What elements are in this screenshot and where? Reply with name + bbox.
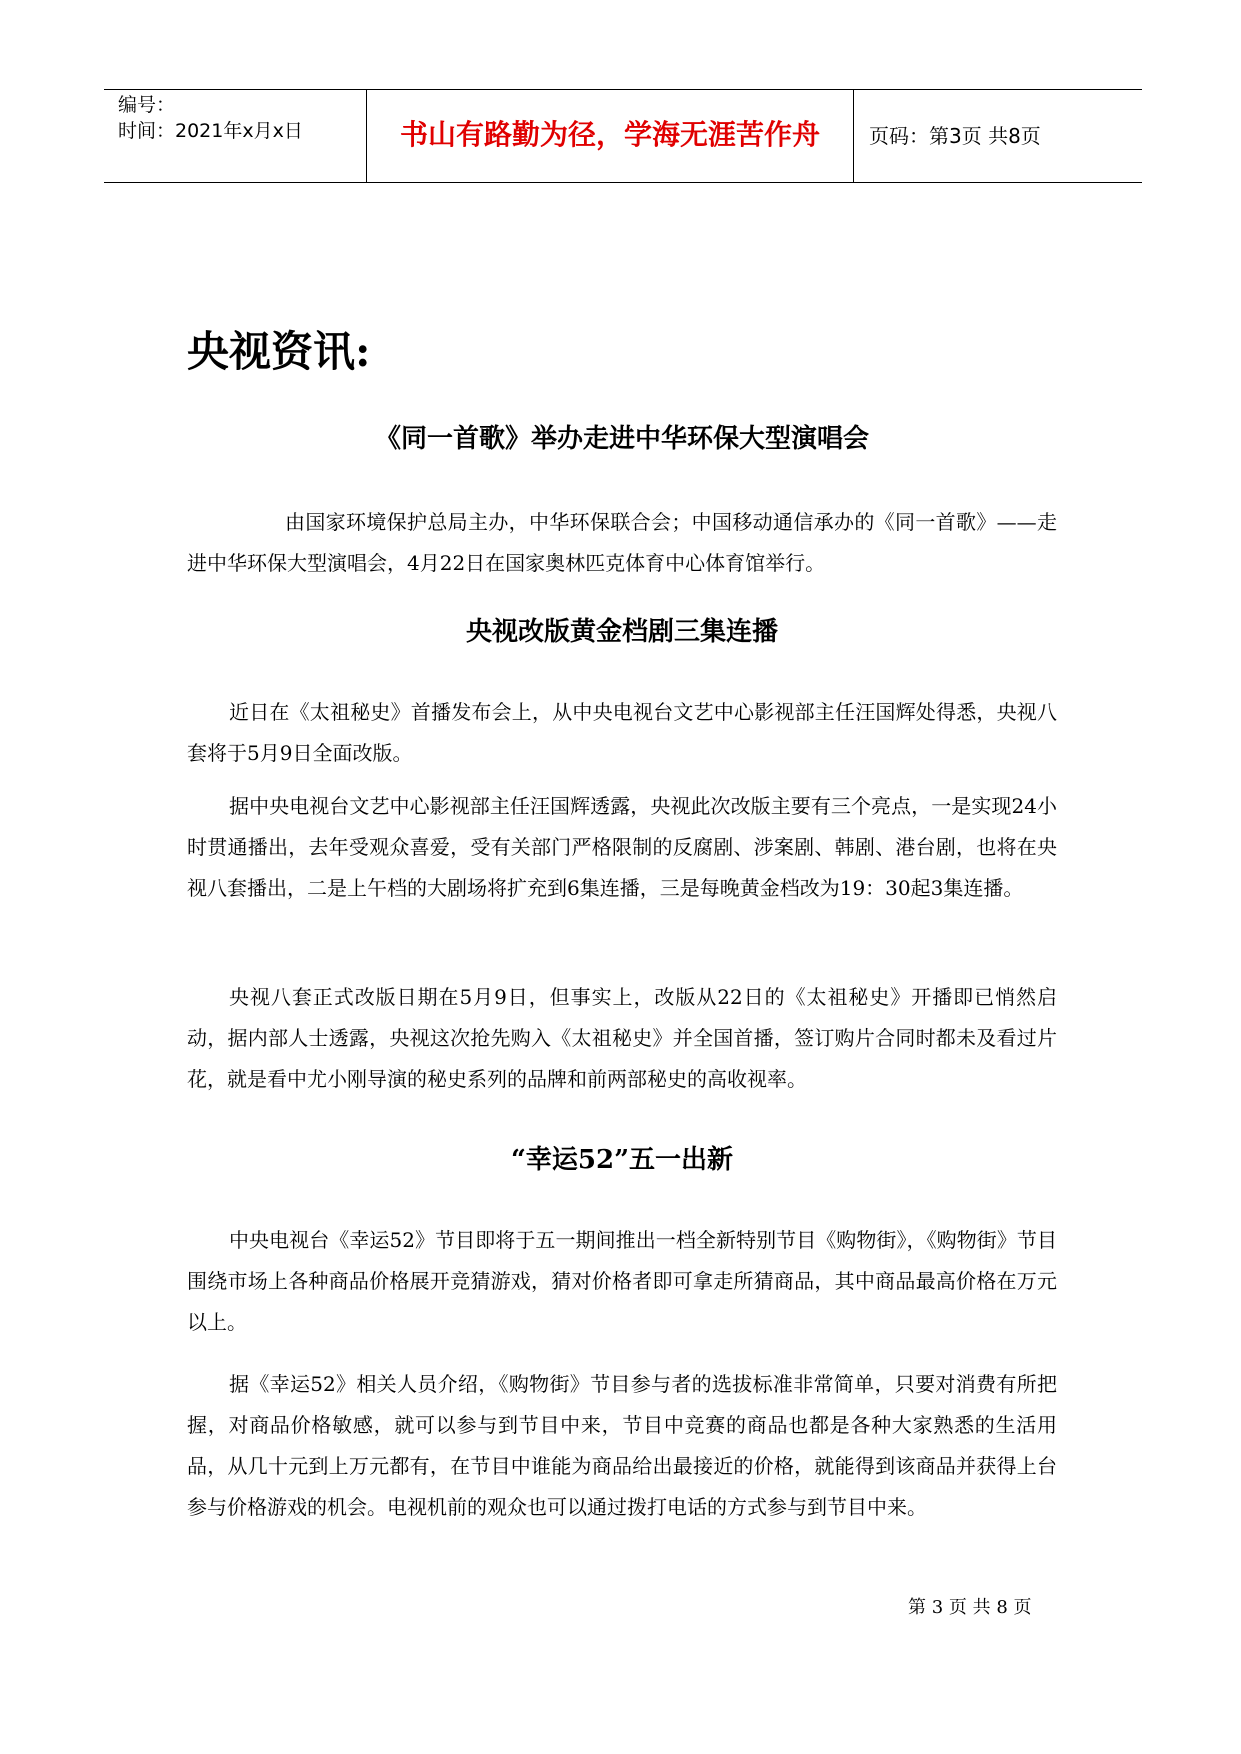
article-title-cctv-revamp: 央视改版黄金档剧三集连播 (465, 617, 778, 647)
page-header (104, 89, 1142, 183)
article-title-lucky52: “幸运52”五一出新 (510, 1145, 734, 1175)
article-paragraph: 据中央电视台文艺中心影视部主任汪国辉透露，央视此次改版主要有三个亮点，一是实现24小时贯通播出，去年受观众喜爱，受有关部门严格限制的反腐剧、涉案剧、韩剧、港台剧，也将在央视八套播出，二是上午档的大剧场将扩充到6集连播，三是每晚黄金档改为19：30起3集连播。 (187, 794, 1057, 900)
article-paragraph: 央视八套正式改版日期在5月9日，但事实上，改版从22日的《太祖秘史》开播即已悄然启动，据内部人士透露，央视这次抢先购入《太祖秘史》并全国首播，签订购片合同时都未及看过片花，就是看中尤小刚导演的秘史系列的品牌和前两部秘史的高收视率。 (187, 985, 1057, 1091)
article-paragraph: 由国家环境保护总局主办，中华环保联合会；中国移动通信承办的《同一首歌》——走进中华环保大型演唱会，4月22日在国家奥林匹克体育中心体育馆举行。 (187, 510, 1057, 575)
article-title-concert: 《同一首歌》举办走进中华环保大型演唱会 (374, 424, 869, 454)
header-motto: 书山有路勤为径，学海无涯苦作舟 (399, 118, 820, 151)
header-motto-cell (367, 90, 854, 182)
document-date-label: 时间：2021年x月x日 (118, 120, 303, 142)
article-paragraph: 据《幸运52》相关人员介绍，《购物街》节目参与者的选拔标准非常简单，只要对消费有所把握，对商品价格敏感，就可以参与到节目中来，节目中竞赛的商品也都是各种大家熟悉的生活用品，从几十元到上万元都有，在节目中谁能为商品给出最接近的价格，就能得到该商品并获得上台参与价格游戏的机会。电视机前的观众也可以通过拨打电话的方式参与到节目中来。 (187, 1372, 1057, 1519)
header-page-cell (855, 90, 1142, 182)
page-footer-number: 第 3 页 共 8 页 (908, 1597, 1032, 1618)
header-page-code: 页码：第3页 共8页 (869, 124, 1041, 148)
page-title: 央视资讯: (187, 327, 371, 376)
header-info-cell (104, 90, 367, 182)
article-paragraph: 近日在《太祖秘史》首播发布会上，从中央电视台文艺中心影视部主任汪国辉处得悉，央视八套将于5月9日全面改版。 (187, 700, 1057, 765)
document-number-label: 编号： (118, 94, 176, 116)
article-paragraph: 中央电视台《幸运52》节目即将于五一期间推出一档全新特别节目《购物街》，《购物街》节目围绕市场上各种商品价格展开竞猜游戏，猜对价格者即可拿走所猜商品，其中商品最高价格在万元以上。 (187, 1228, 1057, 1334)
